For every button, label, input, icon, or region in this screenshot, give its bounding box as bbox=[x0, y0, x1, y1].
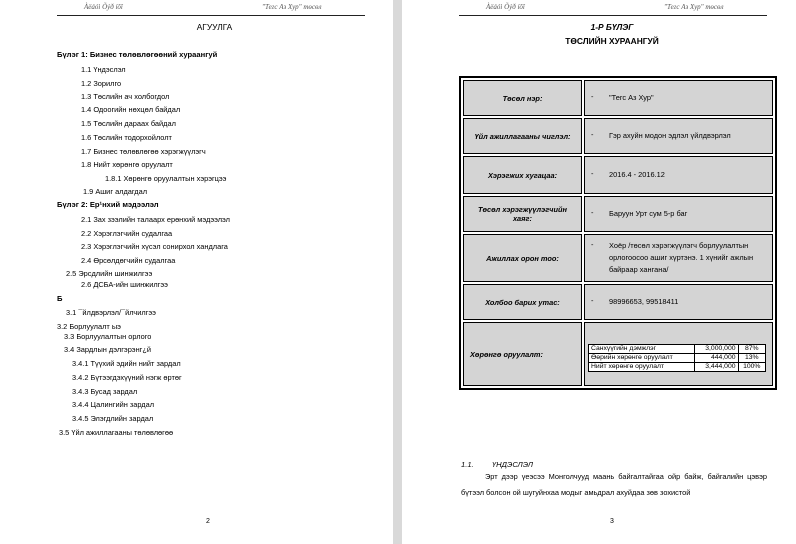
toc-entry: Б bbox=[57, 294, 63, 303]
toc-entry: 1.7 Бизнес төлөвлөгөө хэрэгжүүлэгч bbox=[81, 147, 206, 156]
toc-entry: 3.4.3 Бусад зардал bbox=[72, 387, 138, 396]
bullet-dash: - bbox=[591, 169, 594, 178]
toc-entry: 2.1 Зах зээлийн талаарх ерөнхий мэдээлэл bbox=[81, 215, 230, 224]
table-value: Гэр ахуйн модон эдлэл үйлдвэрлэл bbox=[609, 131, 731, 140]
investment-amount: 3,000,000 bbox=[695, 345, 738, 354]
toc-entry: 3.4 Зардлын дэлгэрэнг¿й bbox=[64, 345, 151, 354]
header-left-text: Àëáóì Õýð íõî bbox=[84, 3, 123, 11]
table-value-cell bbox=[584, 234, 773, 282]
toc-title: АГУУЛГА bbox=[196, 22, 233, 32]
section-title: ҮНДЭСЛЭЛ bbox=[491, 460, 533, 469]
chapter-heading: 1-Р БҮЛЭГ bbox=[590, 22, 634, 32]
table-label: Хөрөнгө оруулалт: bbox=[463, 322, 582, 386]
toc-entry: 1.4 Одоогийн нөхцөл байдал bbox=[81, 105, 181, 114]
table-row bbox=[463, 284, 773, 320]
toc-entry: 1.8.1 Хөрөнгө оруулалтын хэрэгцээ bbox=[105, 174, 227, 183]
toc-entry: 3.1 ¯йлдвэрлэл/¯йлчилгээ bbox=[66, 308, 156, 317]
toc-entry: Бүлэг 2: Ер¹нхий мэдээлэл bbox=[57, 200, 159, 209]
table-value: 2016.4 - 2016.12 bbox=[609, 170, 665, 179]
header-rule bbox=[57, 15, 365, 16]
toc-entry: 1.1 Үндэслэл bbox=[81, 65, 126, 74]
page-number: 3 bbox=[610, 518, 614, 525]
right-page bbox=[402, 0, 796, 544]
toc-entry: 1.3 Төслийн ач холбогдол bbox=[81, 92, 170, 101]
toc-entry: 1.9 Ашиг алдагдал bbox=[83, 187, 148, 196]
header-right-text: "Тегс Аз Хур" төсөл bbox=[664, 3, 724, 11]
investment-percent: 100% bbox=[738, 363, 765, 372]
table-row bbox=[589, 354, 766, 363]
toc-entry: 3.3 Борлуулалтын орлого bbox=[64, 332, 152, 341]
toc-entry: 3.4.4 Цалингийн зардал bbox=[72, 400, 155, 409]
table-value: "Тегс Аз Хур" bbox=[609, 93, 654, 102]
table-row bbox=[463, 80, 773, 116]
table-row bbox=[463, 234, 773, 282]
table-label: Хэрэгжих хугацаа: bbox=[463, 156, 582, 194]
table-value-cell bbox=[584, 284, 773, 320]
table-value: Баруун Урт сум 5-р баг bbox=[609, 209, 688, 218]
toc-entry: 3.4.1 Түүхий эдийн нийт зардал bbox=[72, 359, 181, 368]
investment-name: Санхүүгийн дэмжлэг bbox=[589, 345, 695, 354]
table-row bbox=[589, 345, 766, 354]
table-row bbox=[463, 322, 773, 386]
header-right-text: "Тегс Аз Хур" төсөл bbox=[262, 3, 322, 11]
table-label: Холбоо барих утас: bbox=[463, 284, 582, 320]
investment-name: Нийт хөрөнгө оруулалт bbox=[589, 363, 695, 372]
investment-amount: 444,000 bbox=[695, 354, 738, 363]
toc-entry: 1.6 Төслийн тодорхойлолт bbox=[81, 133, 172, 142]
page-number: 2 bbox=[206, 518, 210, 525]
bullet-dash: - bbox=[591, 208, 594, 217]
table-row bbox=[463, 118, 773, 154]
table-label: Үйл ажиллагааны чиглэл: bbox=[463, 118, 582, 154]
toc-entry: 2.4 Өрсөлдөгчийн судалгаа bbox=[81, 256, 176, 265]
header-rule bbox=[459, 15, 767, 16]
table-value-cell bbox=[584, 80, 773, 116]
body-paragraph: Эрт дээр үеэсээ Монголчууд маань байгалтайгаа ойр байж, байгалийн цэвэр бүтээл болсон ой шугуйнхаа модыг амьдрал ахуйдаа зөв зохистой bbox=[461, 472, 767, 497]
table-value-cell bbox=[584, 156, 773, 194]
chapter-title: ТӨСЛИЙН ХУРААНГУЙ bbox=[565, 36, 659, 46]
left-page bbox=[0, 0, 393, 544]
toc-entry: 2.2 Хэрэглэгчийн судалгаа bbox=[81, 229, 173, 238]
investment-name: Өөрийн хөрөнгө оруулалт bbox=[589, 354, 695, 363]
table-row bbox=[589, 363, 766, 372]
toc-entry: 2.6 ДСБА-ийн шинжилгээ bbox=[81, 280, 168, 289]
table-row bbox=[463, 196, 773, 232]
toc-entry: 1.2 Зорилго bbox=[81, 79, 122, 88]
table-label: Төсөл хэрэгжүүлэгчийн хаяг: bbox=[463, 196, 582, 232]
table-value-cell bbox=[584, 196, 773, 232]
project-summary-table bbox=[459, 76, 777, 390]
investment-percent: 13% bbox=[738, 354, 765, 363]
investment-table bbox=[588, 344, 766, 372]
bullet-dash: - bbox=[591, 92, 594, 101]
toc-entry: 1.8 Нийт хөрөнгө оруулалт bbox=[81, 160, 173, 169]
header-left-text: Àëáóì Õýð íõî bbox=[486, 3, 525, 11]
toc-entry: 1.5 Төслийн дараах байдал bbox=[81, 119, 176, 128]
table-row bbox=[463, 156, 773, 194]
investment-amount: 3,444,000 bbox=[695, 363, 738, 372]
section-heading bbox=[461, 460, 533, 469]
section-number: 1.1. bbox=[461, 460, 474, 469]
table-value: 98996653, 99518411 bbox=[609, 297, 679, 306]
investment-cell bbox=[584, 322, 773, 386]
toc-entry: 2.5 Эрсдлийн шинжилгээ bbox=[66, 269, 153, 278]
toc-entry: 3.2 Борлуулалт ыэ bbox=[57, 322, 121, 331]
bullet-dash: - bbox=[591, 130, 594, 139]
bullet-dash: - bbox=[591, 240, 594, 249]
table-value: Хоёр /төсөл хэрэгжүүлэгч борлуулалтын орлогоосоо ашиг хүртэнэ. 1 хүнийг ажлын байраар хангана/ bbox=[609, 241, 754, 274]
toc-entry: Бүлэг 1: Бизнес төлөвлөгөөний хураангуй bbox=[57, 50, 218, 59]
table-value-cell bbox=[584, 118, 773, 154]
bullet-dash: - bbox=[591, 296, 594, 305]
toc-entry: 3.4.2 Бүтээгдэхүүний нэгж өртөг bbox=[72, 373, 182, 382]
toc-entry: 3.4.5 Элэгдлийн зардал bbox=[72, 414, 154, 423]
table-label: Төсөл нэр: bbox=[463, 80, 582, 116]
table-label: Ажиллах орон тоо: bbox=[463, 234, 582, 282]
investment-percent: 87% bbox=[738, 345, 765, 354]
toc-entry: 3.5 Үйл ажиллагааны төлөвлөгөө bbox=[59, 428, 174, 437]
toc-entry: 2.3 Хэрэглэгчийн хүсэл сонирхол хандлага bbox=[81, 242, 228, 251]
